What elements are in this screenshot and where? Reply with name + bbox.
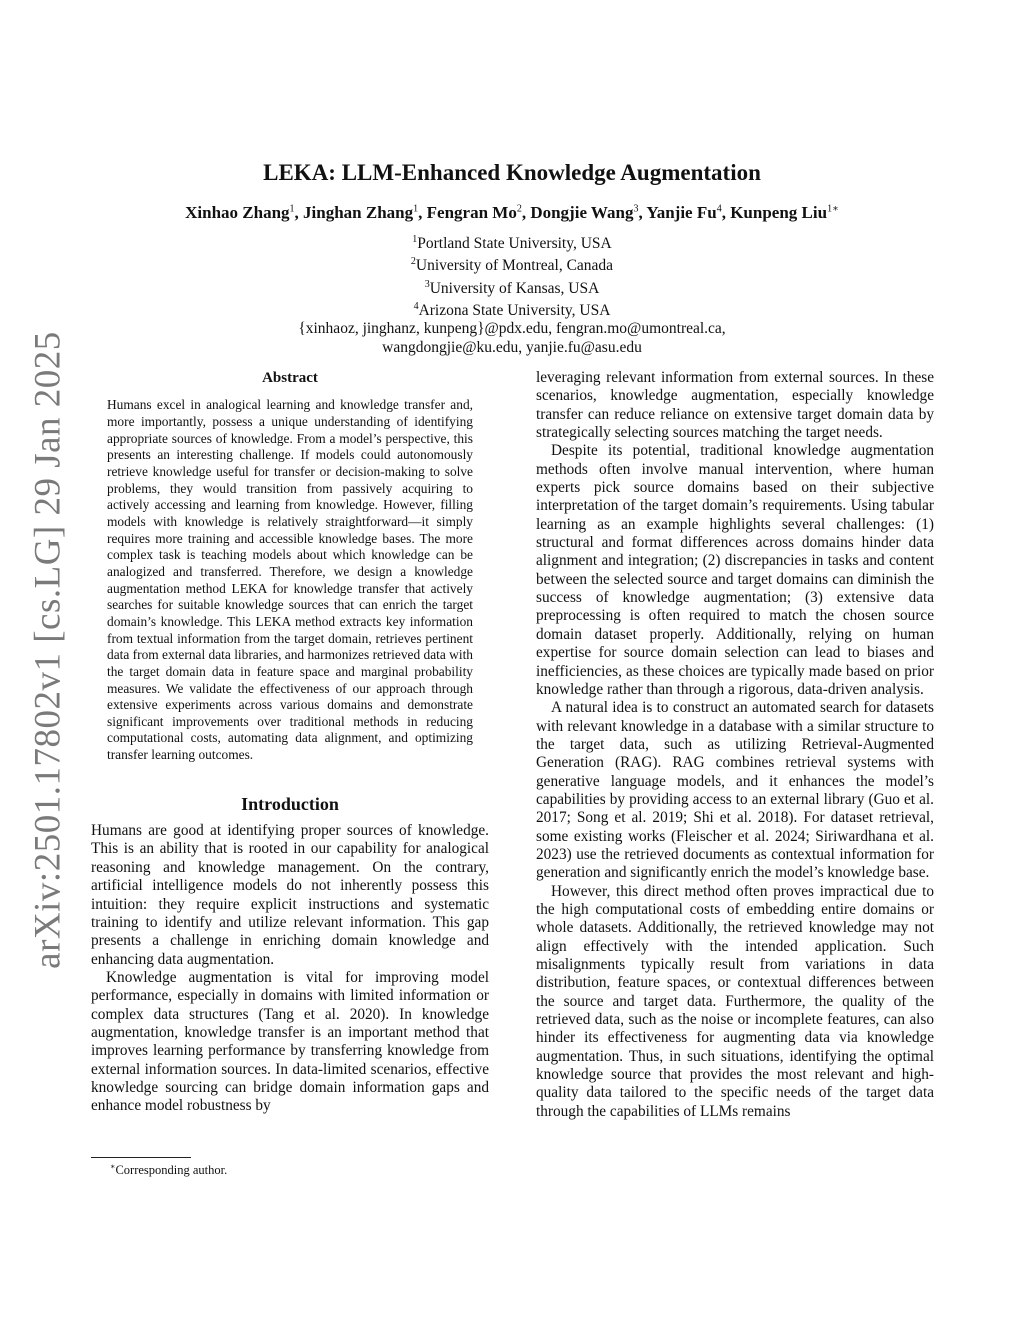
author: Xinhao Zhang$^1$ xyxy=(185,203,295,222)
arxiv-side-stamp: arXiv:2501.17802v1 [cs.LG] 29 Jan 2025 xyxy=(27,331,69,969)
abstract-text: Humans excel in analogical learning and knowledge transfer and, more importantly, possess a unique understanding of identifying appropriate sources of knowledge. From a model’s perspective, this presents an interesting challenge. If models could autonomously retrieve knowledge useful for transfer or decision-making to solve problems, they would transition from passively acquiring to actively accessing and learning from knowledge. However, filling models with knowledge is relatively straightforward—it simply requires more training and accessible knowledge bases. The more complex task is teaching models about which knowledge can be analogized and transferred. Therefore, we design a knowledge augmentation method LEKA for knowledge transfer that actively searches for suitable knowledge sources that can enrich the target domain’s knowledge. This LEKA method extracts key information from textual information from the target domain, retrieves pertinent data from external data libraries, and harmonizes retrieved data with the target domain data in feature space and marginal probability measures. We validate the effectiveness of our approach through extensive experiments across various domains and demonstrate significant improvements over traditional methods in reducing computational costs, automating data alignment, and optimizing transfer learning outcomes. xyxy=(107,397,473,763)
author: Yanjie Fu$^4$ xyxy=(646,203,722,222)
email-line: wangdongjie@ku.edu, yanjie.fu@asu.edu xyxy=(382,338,642,356)
body-paragraph: leveraging relevant information from external sources. In these scenarios, knowledge augmentation, especially knowledge transfer can reduce reliance on extensive target domain data by strategically selecting sources matching the target needs. xyxy=(536,369,934,442)
affiliation: $^1$Portland State University, USA xyxy=(412,234,612,253)
author: Fengran Mo$^2$ xyxy=(426,203,522,222)
author: Dongjie Wang$^3$ xyxy=(530,203,639,222)
body-paragraph: A natural idea is to construct an automated search for datasets with relevant knowledge in a database with a similar structure to the target data, such as utilizing Retrieval-Augmented Generation (RAG). RAG combines retrieval systems with generative language models, and it enhances the model’s capabilities by providing access to an external library (Guo et al. 2017; Song et al. 2019; Shi et al. 2018). For dataset retrieval, some existing works (Fleischer et al. 2024; Siriwardhana et al. 2023) use the retrieved documents as contextual information for generation and significantly enrich the model’s knowledge base. xyxy=(536,699,934,882)
right-column xyxy=(536,369,934,1121)
left-column xyxy=(91,369,489,1116)
body-paragraph: However, this direct method often proves impractical due to the high computational costs of embedding entire domains or whole datasets. Additionally, the retrieved knowledge may not align effectively with the intended application. Such misalignments typically result from variations in data distribution, feature spaces, or contextual differences between the source and target data. Furthermore, the quality of the retrieved data, such as the noise or incomplete features, can also hinder its effectiveness for augmenting data via knowledge augmentation. Thus, in such situations, identifying the optimal knowledge source that provides the most relevant and high-quality data tailored to the specific needs of the target data through the capabilities of LLMs remains xyxy=(536,882,934,1120)
paper-title: LEKA: LLM-Enhanced Knowledge Augmentation xyxy=(263,160,761,185)
author: Jinghan Zhang$^1$ xyxy=(303,203,419,222)
abstract-heading: Abstract xyxy=(262,370,318,386)
author: Kunpeng Liu$^{1∗}$ xyxy=(730,203,839,222)
email-line: {xinhaoz, jinghanz, kunpeng}@pdx.edu, fengran.mo@umontreal.ca, xyxy=(298,320,726,338)
body-paragraph: Despite its potential, traditional knowledge augmentation methods often involve manual intervention, where human experts pick source domains based on their subjective interpretation of the target domain’s requirements. Using tabular learning as an example highlights several challenges: (1) structural and format differences across domains hinder data alignment and integration; (2) discrepancies in tasks and content between the selected source and target domains can diminish the success of knowledge augmentation; (3) extensive data preprocessing is often required to match the chosen source domain dataset properly. Additionally, relying on human expertise for source domain selection can lead to biases and inefficiencies, as these choices are typically made based on prior knowledge rather than through a rigorous, data-driven analysis. xyxy=(536,442,934,698)
footnote: ∗Corresponding author. xyxy=(110,1162,228,1178)
affiliation: $^3$University of Kansas, USA xyxy=(424,278,600,297)
body-paragraph: Humans are good at identifying proper sources of knowledge. This is an ability that is rooted in our capability for analogical reasoning and knowledge management. On the contrary, artificial intelligence models do not inherently possess this intuition: they require explicit instructions and systematic training to identify and utilize relevant information. This gap presents a challenge in enriching domain knowledge and enhancing data augmentation. xyxy=(91,822,489,968)
author-list: Xinhao Zhang$^1$, Jinghan Zhang$^1$, Fengran Mo$^2$, Dongjie Wang$^3$, Yanjie Fu$^4$, Kunpeng Liu$^{1∗}$ xyxy=(185,203,839,222)
introduction-heading: Introduction xyxy=(241,793,339,814)
affiliations xyxy=(0,231,1024,357)
body-paragraph: Knowledge augmentation is vital for improving model performance, especially in domains with limited information or complex data structures (Tang et al. 2020). In knowledge augmentation, knowledge transfer is an important method that improves learning performance by transferring knowledge from external information sources. In data-limited scenarios, effective knowledge sourcing can bridge domain information gaps and enhance model robustness by xyxy=(91,968,489,1115)
footnote-rule xyxy=(91,1157,191,1158)
affiliation: $^4$Arizona State University, USA xyxy=(413,301,611,320)
affiliation: $^2$University of Montreal, Canada xyxy=(410,256,614,275)
